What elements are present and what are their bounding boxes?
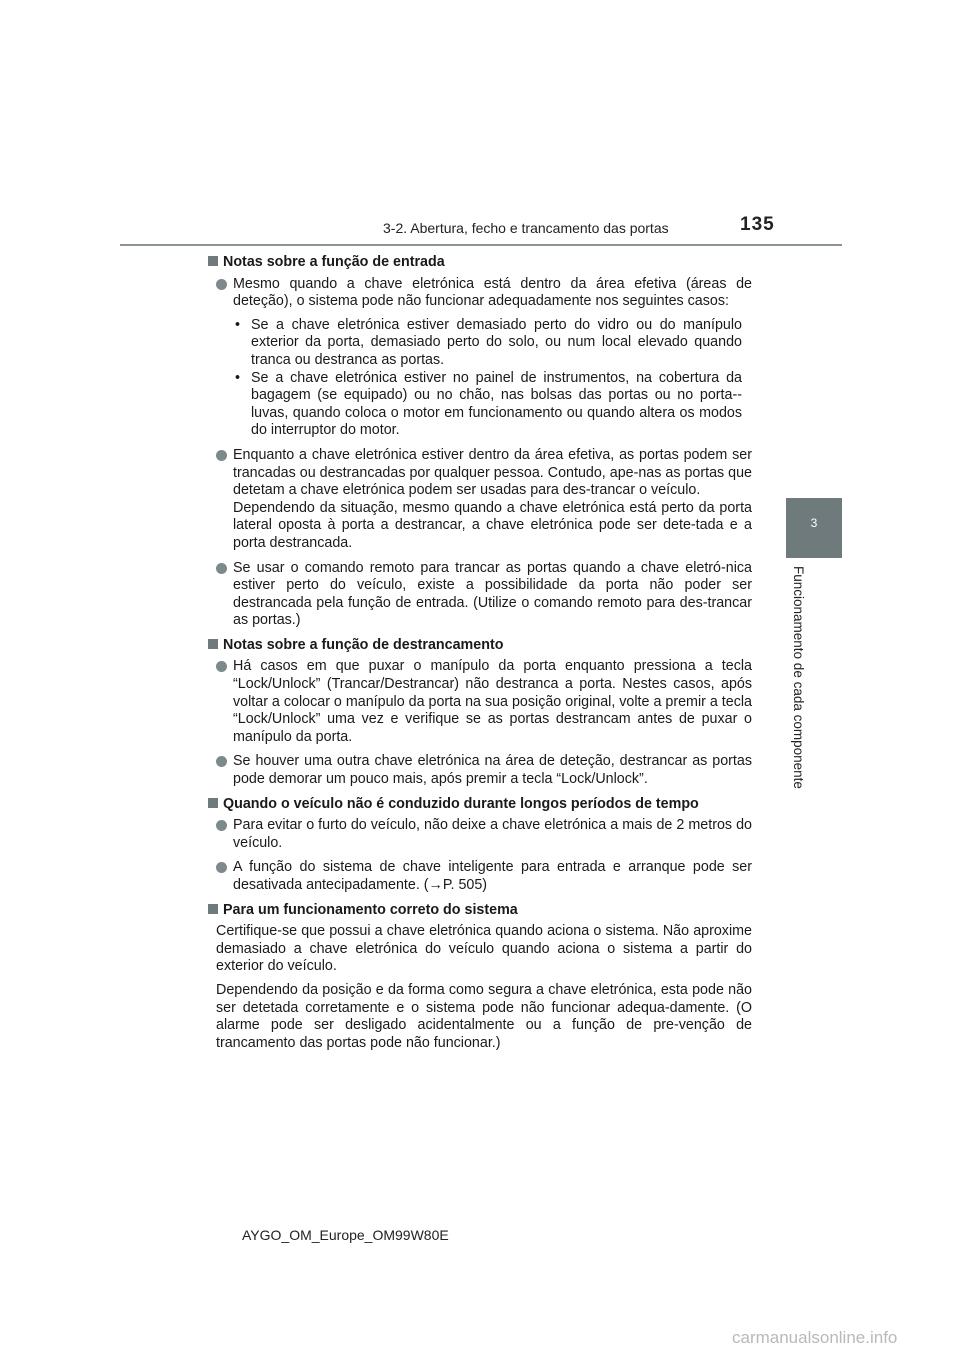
sub-list-item — [233, 317, 752, 370]
bullet-continuation-text: Dependendo da situação, mesmo quando a chave eletrónica está perto da porta lateral oposta à porta a destrancar, a chave eletrónica pode ser dete-tada e a porta destrancada. — [233, 499, 752, 551]
round-bullet-icon — [216, 862, 227, 873]
chapter-tab — [786, 498, 842, 558]
section-heading — [208, 796, 752, 814]
round-bullet-icon — [216, 279, 227, 290]
paragraph: Certifique-se que possui a chave eletrónica quando aciona o sistema. Não aproxime demasiado a chave eletrónica do veículo quando aciona o sistema a partir do exterior do veículo. — [216, 923, 752, 975]
list-item — [216, 658, 752, 746]
square-bullet-icon — [208, 798, 218, 808]
chapter-number: 3 — [810, 516, 818, 530]
chapter-side-title: Funcionamento de cada componente — [791, 566, 806, 789]
list-item — [216, 753, 752, 788]
bullet-text: Se usar o comando remoto para trancar as portas quando a chave eletró-nica estiver perto do veículo, existe a possibilidade da porta não poder ser destrancada pela função de entrada. (Utilize o comando remoto para des-trancar as portas.) — [233, 559, 752, 629]
bullet-text: Para evitar o furto do veículo, não deixe a chave eletrónica a mais de 2 metros do veículo. — [233, 817, 752, 851]
watermark-text: carmanualsonline.info — [732, 1328, 898, 1347]
running-header-section: 3-2. Abertura, fecho e trancamento das portas — [383, 220, 669, 236]
bullet-text: Se houver uma outra chave eletrónica na área de deteção, destrancar as portas pode demorar um pouco mais, após premir a tecla “Lock/Unlock”. — [233, 753, 752, 788]
round-bullet-icon — [216, 450, 227, 461]
document-code: AYGO_OM_Europe_OM99W80E — [242, 1227, 449, 1243]
sub-bullet-text: Se a chave eletrónica estiver demasiado perto do vidro ou do manípulo exterior da porta, demasiado perto do solo, ou num local elevado quando tranca ou destranca as portas. — [251, 316, 742, 368]
section-heading — [208, 637, 752, 655]
bullet-text: A função do sistema de chave inteligente para entrada e arranque pode ser desativada antecipadamente. (→P. 505) — [233, 859, 752, 893]
round-bullet-icon — [216, 756, 227, 767]
page-number: 135 — [740, 214, 775, 235]
section-title: Notas sobre a função de destrancamento — [223, 636, 504, 653]
dot-marker-icon: • — [235, 369, 241, 386]
round-bullet-icon — [216, 661, 227, 672]
paragraph: Dependendo da posição e da forma como segura a chave eletrónica, esta pode não ser detetada corretamente e o sistema pode não funcionar adequa-damente. (O alarme pode ser desligado acidentalmente ou a função de pre-venção de trancamento das portas pode não funcionar.) — [216, 981, 752, 1051]
round-bullet-icon — [216, 563, 227, 574]
list-item — [216, 276, 752, 440]
page-content — [208, 254, 752, 1058]
section-title: Notas sobre a função de entrada — [223, 254, 445, 270]
chapter-side-title-wrap — [786, 566, 810, 812]
section-title: Quando o veículo não é conduzido durante longos períodos de tempo — [223, 795, 699, 812]
square-bullet-icon — [208, 904, 218, 914]
dot-marker-icon: • — [235, 316, 241, 333]
square-bullet-icon — [208, 639, 218, 649]
sub-bullet-text: Se a chave eletrónica estiver no painel de instrumentos, na cobertura da bagagem (se equipado) ou no chão, nas bolsas das portas ou no porta--luvas, quando coloca o motor em funcionamento ou quando altera os modos do interruptor do motor. — [251, 369, 742, 439]
header-divider — [120, 244, 842, 246]
section-heading — [208, 254, 752, 272]
bullet-text: Enquanto a chave eletrónica estiver dentro da área efetiva, as portas podem ser trancadas ou destrancadas por qualquer pessoa. Contudo, ape-nas as portas que detetam a chave eletrónica podem ser usadas para des-trancar o veículo. — [233, 446, 753, 499]
list-item — [216, 859, 752, 894]
section-title: Para um funcionamento correto do sistema — [223, 901, 518, 918]
list-item — [216, 447, 752, 553]
bullet-text: Há casos em que puxar o manípulo da porta enquanto pressiona a tecla “Lock/Unlock” (Trancar/Destrancar) não destranca a porta. Nestes casos, após voltar a colocar o manípulo da porta na sua posição original, volte a premir a tecla “Lock/Unlock” uma vez e verifique se as portas destrancam antes de puxar o manípulo da porta. — [233, 658, 752, 745]
round-bullet-icon — [216, 820, 227, 831]
list-item — [216, 560, 752, 630]
sub-list-item — [233, 370, 752, 440]
list-item — [216, 817, 752, 852]
square-bullet-icon — [208, 256, 218, 266]
bullet-text: Mesmo quando a chave eletrónica está dentro da área efetiva (áreas de deteção), o sistema pode não funcionar adequadamente nos seguintes casos: — [233, 275, 752, 310]
section-heading — [208, 902, 752, 920]
